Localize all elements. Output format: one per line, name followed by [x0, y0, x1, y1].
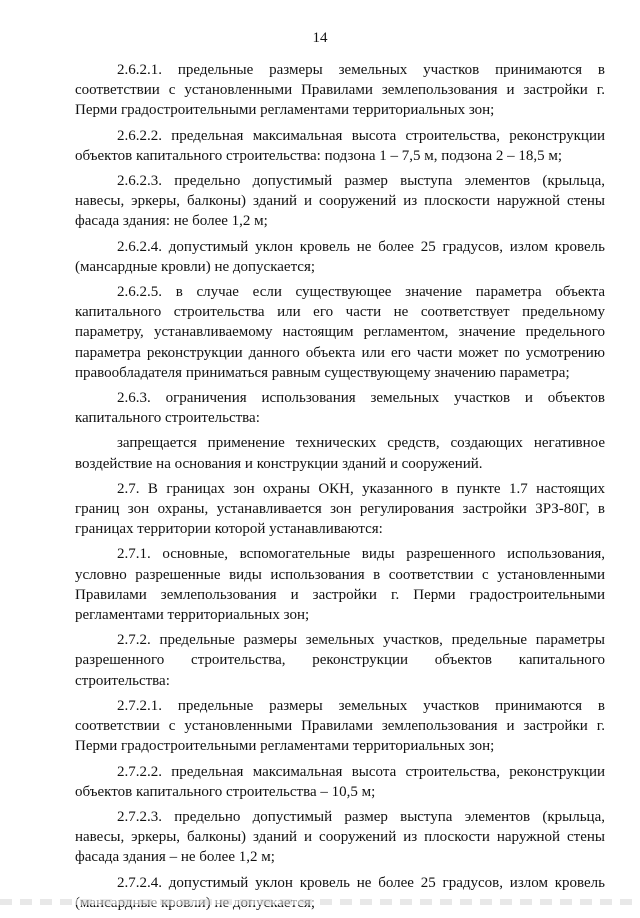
paragraph-2-6-2-4: 2.6.2.4. допустимый уклон кровель не более 25 градусов, излом кровель (мансардные кровли) не допускается;	[75, 238, 605, 275]
paragraph-restriction: запрещается применение технических средств, создающих негативное воздействие на основания и конструкции зданий и сооружений.	[75, 435, 605, 472]
paragraph-2-6-3: 2.6.3. ограничения использования земельных участков и объектов капитального строительства:	[75, 390, 605, 427]
paragraph-2-7-1: 2.7.1. основные, вспомогательные виды разрешенного использования, условно разрешенные виды использования в соответствии с установленными Правилами землепользования и застройки г. Перми градостроительными регламентами территориальных зон;	[75, 546, 605, 624]
paragraph-2-7-2-4: 2.7.2.4. допустимый уклон кровель не более 25 градусов, излом кровель	[117, 874, 605, 891]
paragraph-2-7-2-1: 2.7.2.1. предельные размеры земельных участков принимаются в соответствии с установленными Правилами землепользования и застройки г. Перми градостроительными регламентами территориальных зон;	[75, 697, 605, 755]
paragraph-2-7: 2.7. В границах зон охраны ОКН, указанного в пункте 1.7 настоящих границ зон охраны, устанавливается зон регулирования застройки ЗРЗ-80Г, в границах территории которой устанавливаются:	[75, 480, 605, 538]
scan-edge-artifact	[0, 899, 640, 905]
document-body	[75, 60, 605, 918]
paragraph-2-6-2-3: 2.6.2.3. предельно допустимый размер выступа элементов (крыльца, навесы, эркеры, балконы) зданий и сооружений из плоскости наружной стены фасада здания: не более 1,2 м;	[75, 173, 605, 230]
paragraph-2-6-2-2: 2.6.2.2. предельная максимальная высота строительства, реконструкции объектов капитального строительства: подзона 1 – 7,5 м, подзона 2 – 18,5 м;	[75, 127, 605, 164]
paragraph-2-7-2-2: 2.7.2.2. предельная максимальная высота строительства, реконструкции объектов капитального строительства – 10,5 м;	[75, 763, 605, 800]
page-number: 14	[312, 30, 328, 46]
paragraph-2-7-2-3: 2.7.2.3. предельно допустимый размер выступа элементов (крыльца, навесы, эркеры, балконы) зданий и сооружений из плоскости наружной стены фасада здания – не более 1,2 м;	[75, 808, 605, 866]
paragraph-2-7-2: 2.7.2. предельные размеры земельных участков, предельные параметры разрешенного строительства, реконструкции объектов капитального строительства:	[75, 632, 605, 689]
paragraph-2-6-2-1: 2.6.2.1. предельные размеры земельных участков принимаются в соответствии с установленными Правилами землепользования и застройки г. Перми градостроительными регламентами территориальных зон;	[75, 62, 605, 119]
paragraph-2-6-2-5: 2.6.2.5. в случае если существующее значение параметра объекта капитального строительства или его части не соответствует предельному параметру, устанавливаемому настоящим регламентом, значение предельного параметра реконструкции данного объекта или его части может по усмотрению правообладателя приниматься равным существующему значению параметра;	[75, 284, 605, 381]
